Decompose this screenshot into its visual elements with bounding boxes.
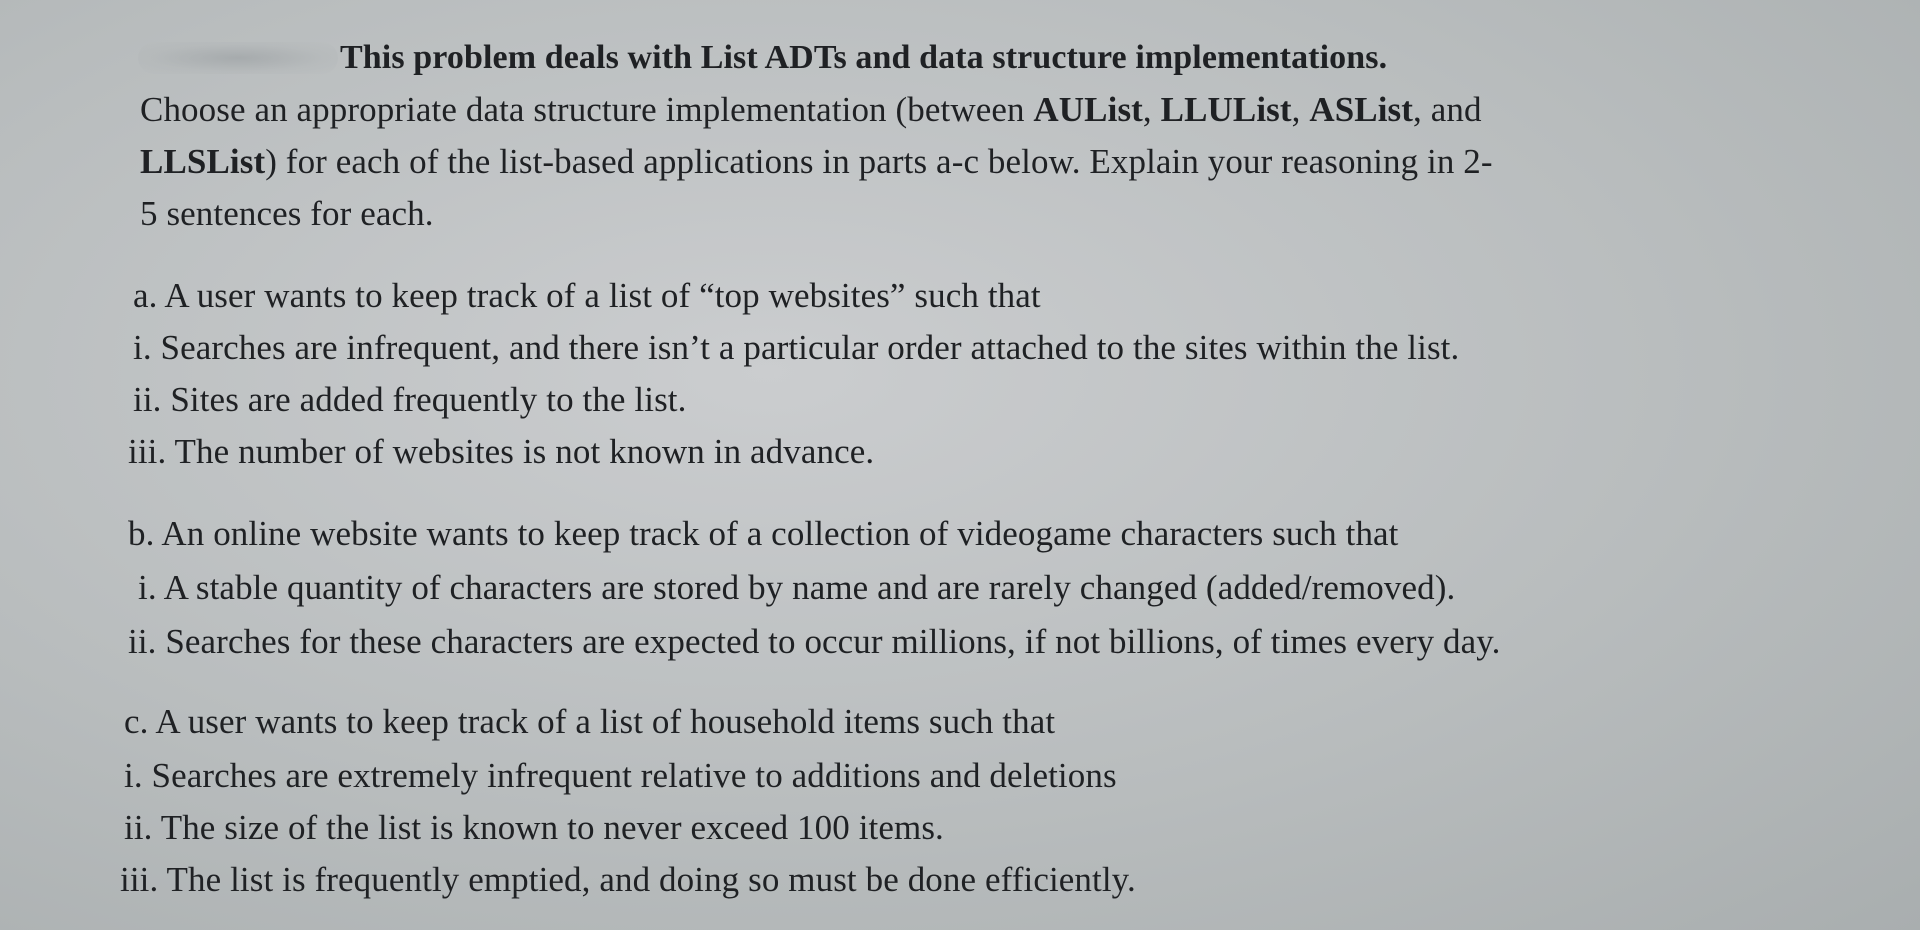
intro-line-2: LLSList) for each of the list-based applications in parts a-c below. Explain your reasoning in 2- (140, 142, 1493, 181)
part-a-item-iii: iii. The number of websites is not known in advance. (128, 432, 875, 471)
part-b-question: b. An online website wants to keep track of a collection of videogame characters such that (128, 514, 1399, 553)
part-a-item-ii: ii. Sites are added frequently to the list. (133, 380, 687, 419)
intro-line-1: Choose an appropriate data structure implementation (between AUList, LLUList, ASList, and (140, 90, 1482, 129)
impl-aulist: AUList (1033, 90, 1143, 129)
part-b-item-i: i. A stable quantity of characters are stored by name and are rarely changed (added/removed). (138, 568, 1456, 607)
impl-llslist: LLSList (140, 142, 266, 181)
intro-line-3: 5 sentences for each. (140, 194, 434, 233)
smudge-mark (138, 42, 338, 74)
part-b-item-ii: ii. Searches for these characters are expected to occur millions, if not billions, of times every day. (128, 622, 1501, 661)
problem-heading: This problem deals with List ADTs and data structure implementations. (340, 39, 1388, 76)
impl-aslist: ASList (1309, 90, 1414, 129)
part-c-item-ii: ii. The size of the list is known to never exceed 100 items. (124, 808, 944, 847)
impl-llulist: LLUList (1160, 90, 1292, 129)
part-c-question: c. A user wants to keep track of a list of household items such that (124, 702, 1056, 741)
part-c-item-iii: iii. The list is frequently emptied, and doing so must be done efficiently. (120, 860, 1136, 899)
part-a-question: a. A user wants to keep track of a list of “top websites” such that (133, 276, 1041, 315)
part-a-item-i: i. Searches are infrequent, and there isn’t a particular order attached to the sites within the list. (133, 328, 1460, 367)
part-c-item-i: i. Searches are extremely infrequent relative to additions and deletions (124, 756, 1117, 795)
